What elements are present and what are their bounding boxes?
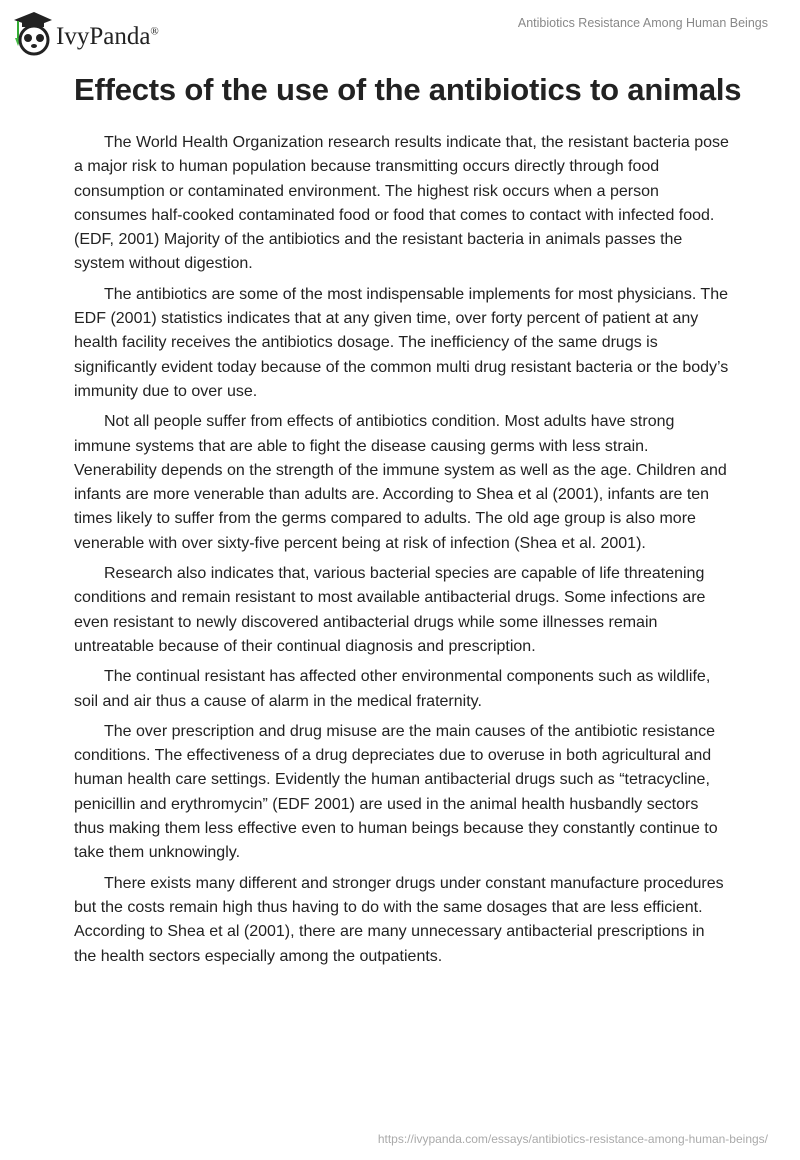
paragraph: The over prescription and drug misuse are the main causes of the antibiotic resistance conditions. The effectiveness of a drug depreciates due to overuse in both agricultural and human health care settings. Evidently the human antibacterial drugs such as “tetracycline, penicillin and erythromycin” (EDF 2001) are used in the animal health husbandly sectors thus making them less effective even to human beings because they constantly continue to take them unknowingly. — [74, 722, 718, 862]
section-heading: Effects of the use of the antibiotics to animals — [74, 72, 742, 107]
logo-text: IvyPanda® — [56, 23, 159, 50]
paragraph: There exists many different and stronger drugs under constant manufacture procedures but the costs remain high thus having to do with the same dosages that are less efficient. According to Shea et al (2001), there are many unnecessary antibacterial prescriptions in the health sectors especially among the outpatients. — [74, 874, 724, 965]
paragraph: Not all people suffer from effects of antibiotics condition. Most adults have strong immune systems that are able to fight the disease causing germs with less strain. Venerability depends on the strength of the immune system as well as the age. Children and infants are more venerable than adults are. According to Shea et al (2001), infants are ten times likely to suffer from the germs compared to adults. The old age group is also more venerable with over sixty-five percent being at risk of infection (Shea et al. 2001). — [74, 413, 727, 552]
source-url: https://ivypanda.com/essays/antibiotics-resistance-among-human-beings/ — [377, 1132, 768, 1146]
panda-logo-icon — [12, 8, 52, 56]
paragraph: Research also indicates that, various bacterial species are capable of life threatening conditions and remain resistant to most available antibacterial drugs. Some infections are even resistant to newly discovered antibacterial drugs while some illnesses remain untreatable because of their continual diagnosis and prescription. — [74, 565, 706, 655]
article-body — [74, 131, 730, 975]
paragraph: The continual resistant has affected other environmental components such as wildlife, soil and air thus a cause of alarm in the medical fraternity. — [74, 668, 711, 710]
paragraph: The World Health Organization research results indicate that, the resistant bacteria pose a major risk to human population because transmitting occurs directly through food consumption or contaminated environment. The highest risk occurs when a person consumes half-cooked contaminated food or food that comes to contact with infected food. (EDF, 2001) Majority of the antibiotics and the resistant bacteria in animals passes the system without digestion. — [74, 134, 729, 273]
paragraph: The antibiotics are some of the most indispensable implements for most physicians. The EDF (2001) statistics indicates that at any given time, over forty percent of patient at any health facility receives the antibiotics dosage. The inefficiency of the same drugs is significantly evident today because of the common multi drug resistant bacteria or the body’s immunity due to over use. — [74, 285, 729, 400]
document-title: Antibiotics Resistance Among Human Beings — [517, 16, 768, 30]
logo[interactable] — [12, 8, 159, 56]
